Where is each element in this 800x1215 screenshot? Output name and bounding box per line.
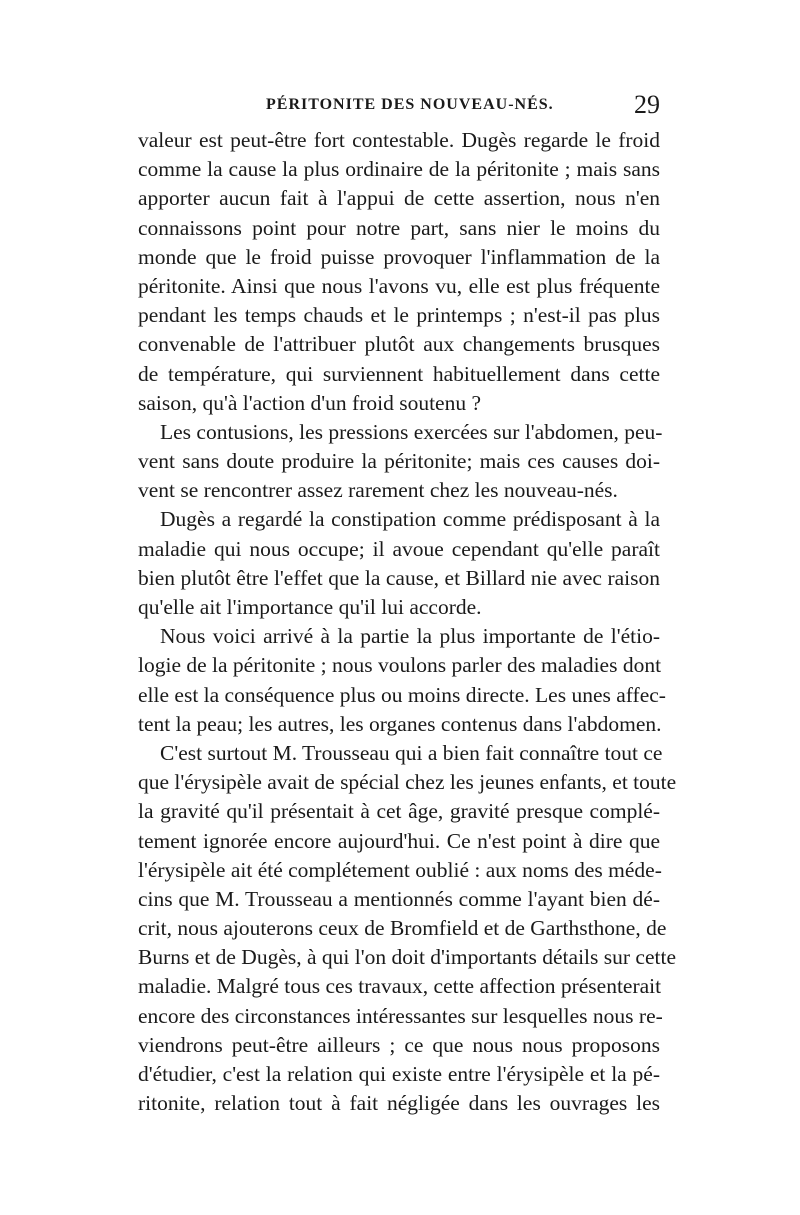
text-line: l'érysipèle ait été complétement oublié : aux noms des méde- xyxy=(138,857,662,882)
text-line: Dugès a regardé la constipation comme prédisposant à la xyxy=(160,507,660,532)
text-line: monde que le froid puisse provoquer l'inflammation de la xyxy=(138,244,660,269)
text-line: connaissons point pour notre part, sans nier le moins du xyxy=(138,215,660,240)
text-line: elle est la conséquence plus ou moins directe. Les unes affec- xyxy=(138,682,666,707)
text-line: cins que M. Trousseau a mentionnés comme l'ayant bien dé- xyxy=(138,886,660,911)
body-text xyxy=(138,126,677,1118)
text-line: maladie. Malgré tous ces travaux, cette affection présenterait xyxy=(138,974,662,999)
text-line: crit, nous ajouterons ceux de Bromfield et de Garthsthone, de xyxy=(138,916,667,941)
text-line: comme la cause la plus ordinaire de la péritonite ; mais sans xyxy=(138,157,660,182)
text-line: convenable de l'attribuer plutôt aux changements brusques xyxy=(138,332,660,357)
text-line: Les contusions, les pressions exercées sur l'abdomen, peu- xyxy=(160,419,663,444)
text-line: ritonite, relation tout à fait négligée dans les ouvrages les xyxy=(138,1091,660,1116)
page-number: 29 xyxy=(634,90,660,119)
text-line: vent sans doute produire la péritonite; mais ces causes doi- xyxy=(138,449,660,474)
text-line: encore des circonstances intéressantes sur lesquelles nous re- xyxy=(138,1003,663,1028)
text-line: péritonite. Ainsi que nous l'avons vu, elle est plus fréquente xyxy=(138,273,660,298)
text-line: bien plutôt être l'effet que la cause, et Billard nie avec raison xyxy=(138,565,660,590)
text-line: tent la peau; les autres, les organes contenus dans l'abdomen. xyxy=(138,711,662,736)
text-line: logie de la péritonite ; nous voulons parler des maladies dont xyxy=(138,653,662,678)
text-line: que l'érysipèle avait de spécial chez les jeunes enfants, et toute xyxy=(138,770,677,795)
text-line: C'est surtout M. Trousseau qui a bien fait connaître tout ce xyxy=(160,740,663,765)
text-line: Burns et de Dugès, à qui l'on doit d'importants détails sur cette xyxy=(138,945,676,970)
running-title: PÉRITONITE DES NOUVEAU-NÉS. xyxy=(266,96,554,113)
text-line: Nous voici arrivé à la partie la plus importante de l'étio- xyxy=(160,624,660,649)
text-line: apporter aucun fait à l'appui de cette assertion, nous n'en xyxy=(138,186,660,211)
text-line: saison, qu'à l'action d'un froid soutenu ? xyxy=(138,390,482,415)
text-line: pendant les temps chauds et le printemps ; n'est-il pas plus xyxy=(138,303,660,328)
running-head xyxy=(138,92,660,122)
text-line: la gravité qu'il présentait à cet âge, gravité presque complé- xyxy=(138,799,660,824)
text-line: viendrons peut-être ailleurs ; ce que nous nous proposons xyxy=(138,1032,660,1057)
text-line: qu'elle ait l'importance qu'il lui accorde. xyxy=(138,595,482,619)
text-line: vent se rencontrer assez rarement chez les nouveau-nés. xyxy=(138,478,618,503)
text-line: maladie qui nous occupe; il avoue cependant qu'elle paraît xyxy=(138,536,660,561)
text-line: de température, qui surviennent habituellement dans cette xyxy=(138,361,660,386)
text-line: tement ignorée encore aujourd'hui. Ce n'est point à dire que xyxy=(138,828,660,853)
text-line: valeur est peut-être fort contestable. Dugès regarde le froid xyxy=(138,128,660,152)
text-line: d'étudier, c'est la relation qui existe entre l'érysipèle et la pé- xyxy=(138,1062,660,1086)
